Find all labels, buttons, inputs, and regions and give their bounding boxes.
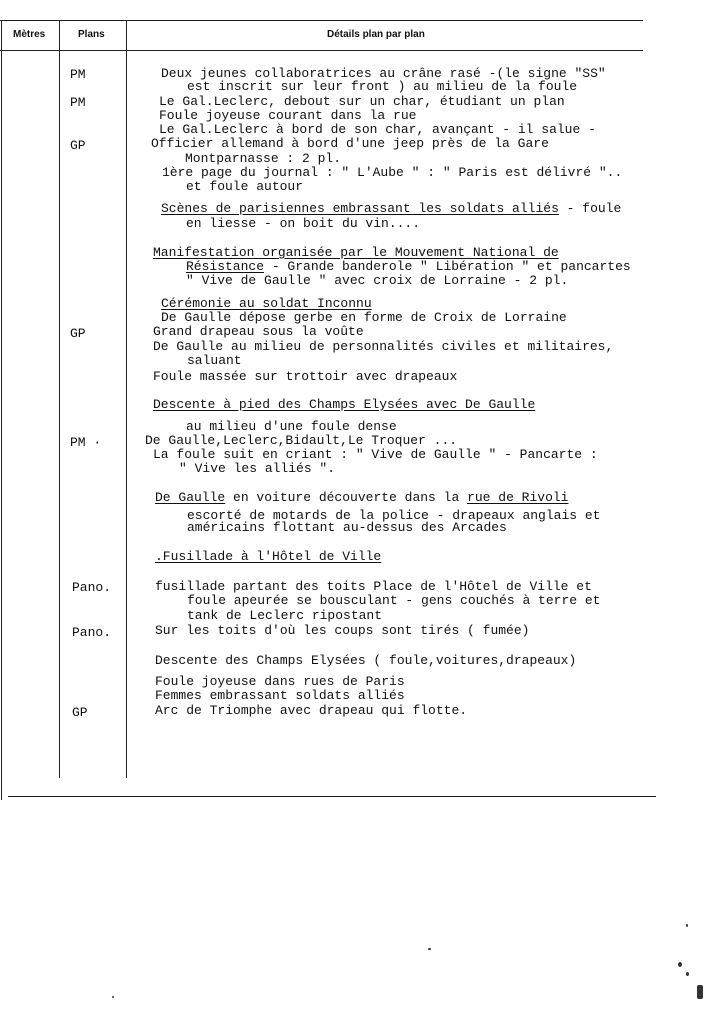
detail-line: Le Gal.Leclerc, debout sur un char, étudiant un plan (159, 94, 565, 109)
scene-heading: De Gaulle (155, 490, 226, 505)
detail-line: Foule joyeuse courant dans la rue (159, 108, 417, 123)
scan-speck (697, 985, 703, 999)
detail-line: Deux jeunes collaboratrices au crâne rasé -(le signe "SS" (161, 66, 606, 81)
scene-heading-continuation: en voiture découverte dans la (225, 490, 468, 505)
scan-speck (428, 948, 431, 950)
detail-line: escorté de motards de la police - drapeaux anglais et (187, 508, 601, 523)
plan-code: PM · (70, 435, 102, 450)
detail-line: De Gaulle dépose gerbe en forme de Croix de Lorraine (161, 310, 567, 325)
scan-speck (678, 962, 682, 967)
detail-line-heading (155, 491, 568, 505)
scene-heading-continuation: - foule (558, 201, 622, 216)
detail-line: De Gaulle,Leclerc,Bidault,Le Troquer ... (145, 433, 458, 448)
detail-line: Descente des Champs Elysées ( foule,voitures,drapeaux) (155, 653, 577, 668)
metres-column-header: Mètres (13, 29, 46, 40)
detail-line: De Gaulle au milieu de personnalités civiles et militaires, (153, 339, 614, 354)
plan-code: GP (70, 138, 86, 153)
detail-line: Sur les toits d'où les coups sont tirés ( fumée) (155, 623, 530, 638)
scene-heading: Scènes de parisiennes embrassant les soldats alliés (161, 201, 559, 216)
detail-line: 1ère page du journal : " L'Aube " : " Paris est délivré ".. (162, 165, 623, 180)
footer-rule (8, 796, 656, 797)
detail-line: et foule autour (186, 179, 304, 194)
detail-line: Officier allemand à bord d'une jeep près de la Gare (151, 136, 549, 151)
column-divider-plans (126, 20, 127, 778)
column-divider-metres (59, 20, 60, 778)
plan-code: Pano. (72, 625, 112, 640)
detail-line: est inscrit sur leur front ) au milieu de la foule (187, 79, 578, 94)
detail-line: américains flottant au-dessus des Arcades (187, 520, 507, 535)
scan-speck (686, 972, 689, 976)
scene-heading: Cérémonie au soldat Inconnu (161, 296, 372, 311)
detail-line: Foule joyeuse dans rues de Paris (155, 674, 405, 689)
detail-line: foule apeurée se bousculant - gens couchés à terre et (187, 593, 601, 608)
plan-code: GP (70, 326, 86, 341)
header-top-rule (0, 20, 643, 21)
detail-line: Arc de Triomphe avec drapeau qui flotte. (155, 703, 468, 718)
scene-heading-continuation: - Grande banderole " Libération " et pancartes (264, 259, 631, 274)
scene-heading: Descente à pied des Champs Elysées avec De Gaulle (153, 397, 536, 412)
detail-line: Femmes embrassant soldats alliés (155, 688, 405, 703)
header-bottom-rule (0, 50, 643, 51)
detail-line: Le Gal.Leclerc à bord de son char, avançant - il salue - (159, 122, 596, 137)
scan-speck (112, 996, 114, 998)
detail-line: Grand drapeau sous la voûte (153, 324, 364, 339)
detail-line: " Vive de Gaulle " avec croix de Lorraine - 2 pl. (186, 273, 569, 288)
detail-line: Foule massée sur trottoir avec drapeaux (153, 369, 458, 384)
detail-line: La foule suit en criant : " Vive de Gaulle " - Pancarte : (153, 447, 598, 462)
detail-line: saluant (187, 353, 242, 368)
details-column-header: Détails plan par plan (327, 29, 425, 40)
scene-heading: .Fusillade à l'Hôtel de Ville (155, 549, 382, 564)
plan-code: Pano. (72, 580, 112, 595)
plan-code: PM (70, 67, 86, 82)
detail-line: fusillade partant des toits Place de l'Hôtel de Ville et (155, 579, 592, 594)
detail-line-heading (161, 202, 621, 216)
detail-line: en liesse - on boit du vin.... (186, 216, 421, 231)
scan-speck (686, 924, 688, 927)
detail-line-heading (186, 260, 631, 274)
plan-code: GP (72, 705, 88, 720)
plan-code: PM (70, 95, 86, 110)
detail-line: " Vive les alliés ". (179, 461, 336, 476)
scene-heading: Résistance (186, 259, 265, 274)
detail-line: au milieu d'une foule dense (186, 419, 397, 434)
page-left-edge (1, 20, 2, 800)
detail-line: Montparnasse : 2 pl. (185, 151, 342, 166)
scene-heading: Manifestation organisée par le Mouvement National de (153, 245, 559, 260)
detail-line: tank de Leclerc ripostant (187, 608, 383, 623)
plans-column-header: Plans (78, 29, 105, 40)
scene-heading-place: rue de Rivoli (467, 490, 569, 505)
